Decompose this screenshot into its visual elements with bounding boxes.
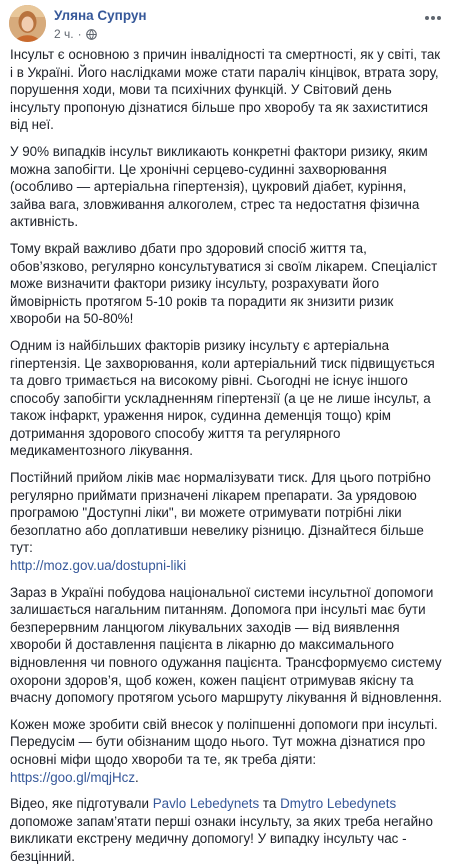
- avatar-image: [9, 5, 46, 42]
- meta-separator: ·: [77, 27, 82, 41]
- person-link-dmytro[interactable]: Dmytro Lebedynets: [280, 796, 397, 812]
- paragraph-8-and: та: [262, 796, 277, 812]
- globe-icon[interactable]: [86, 29, 97, 40]
- post-paragraph-8: [10, 795, 442, 865]
- post-meta: [54, 27, 97, 41]
- post-paragraph-4: Одним із найбільших факторів ризику інсульту є артеріальна гіпертензія. Це захворювання, коли артеріальний тиск підвищується та довго тримається на високому рівні. Сьогодні не існує іншого способу запобігти ускладненням гіпертензії (а це не лише інсульт, а також інфаркт, ураження нирок, судинна деменція тощо) крім дотримання здорового способу життя та регулярного медикаментозного лікування.: [10, 337, 435, 459]
- dostupni-liki-link[interactable]: http://moz.gov.ua/dostupni-liki: [10, 558, 187, 574]
- author-name[interactable]: Уляна Супрун: [54, 8, 147, 23]
- paragraph-7-text: Кожен може зробити свій внесок у поліпшенні допомоги при інсульті. Передусім — бути обізнаним щодо нього. Тут можна дізнатися про основні міфи щодо хвороби та те, як треба діяти:: [10, 716, 438, 767]
- paragraph-8-end: допоможе запам’ятати перші ознаки інсульту, за яких треба негайно викликати екстрену медичну допомогу! У випадку інсульту час - безцінний.: [10, 813, 433, 864]
- post-paragraph-3: Тому вкрай важливо дбати про здоровий спосіб життя та, обов’язково, регулярно консультуватися зі своїм лікарем. Спеціаліст може визначити фактори ризику інсульту, розрахувати його ймовірність протягом 5-10 років та порадити як знизити ризик хвороби на 50-80%!: [10, 240, 438, 327]
- paragraph-5-text: Постійний прийом ліків має нормалізувати тиск. Для цього потрібно регулярно приймати призначені лікарем препарати. За урядовою програмою "Доступні ліки", ви можете отримувати потрібні ліки безоплатно або доплативши невелику різницю. Дізнайтеся більше тут:: [10, 470, 431, 556]
- author-avatar[interactable]: [9, 5, 46, 42]
- post-time[interactable]: 2 ч.: [54, 27, 74, 41]
- post-paragraph-6: Зараз в Україні побудова національної системи інсультної допомоги залишається нагальним питанням. Допомога при інсульті має бути безперервним ланцюгом лікувальних заходів — від виявлення хвороби й доставлення пацієнта в лікарню до максимального відновлення чи повного одужання пацієнта. Трансформуємо систему охорони здоров’я, щоб кожен, кожен пацієнт отримував якісну та вчасну допомогу протягом усього маршруту лікування й відновлення.: [10, 584, 442, 706]
- paragraph-8-start: Відео, яке підготували: [10, 796, 149, 812]
- post-paragraph-7: [10, 716, 442, 786]
- more-options-icon[interactable]: [424, 6, 442, 24]
- post-paragraph-1: Інсульт є основною з причин інвалідності та смертності, як у світі, так і в Україні. Його наслідками може стати параліч кінцівок, втрата зору, порушення ходи, мови та психічних функцій. У Світовий день інсульту пропоную дізнатися більше про хворобу та як захиститися від неї.: [10, 47, 441, 133]
- post-paragraph-5: [10, 469, 442, 575]
- post-paragraph-2: У 90% випадків інсульт викликають конкретні фактори ризику, яким можна запобігти. Це хронічні серцево-судинні захворювання (особливо — артеріальна гіпертензія), цукровий діабет, куріння, зайва вага, зловживання алкоголем, стрес та недостатня фізична активність.: [10, 143, 428, 230]
- post-body: [0, 46, 452, 866]
- myths-link[interactable]: https://goo.gl/mqjHcz: [10, 769, 136, 785]
- person-link-pavlo[interactable]: Pavlo Lebedynets: [152, 796, 260, 812]
- paragraph-7-end: .: [135, 769, 139, 785]
- post-header: [0, 0, 452, 46]
